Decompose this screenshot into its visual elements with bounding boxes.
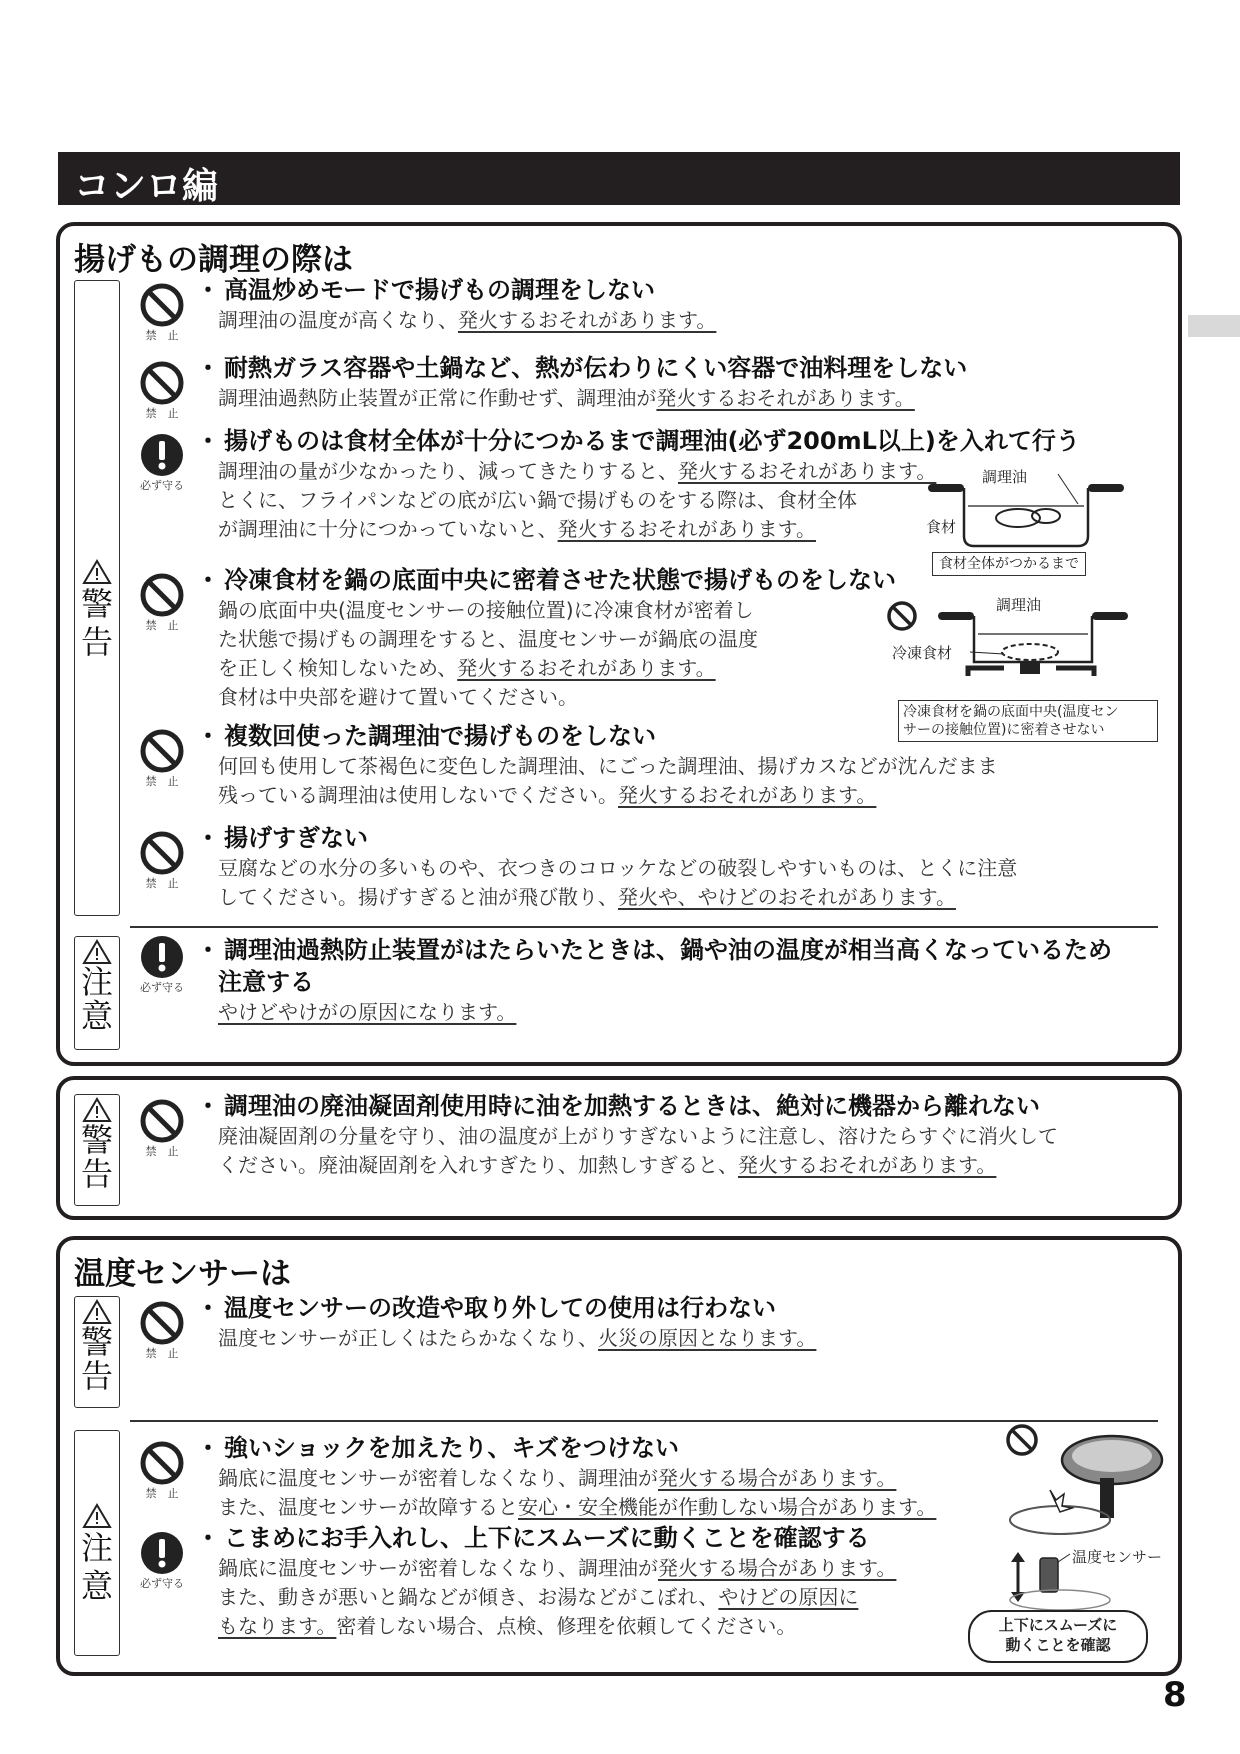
- warning-label: 警 告: [74, 280, 120, 916]
- fig2-frozen-label: 冷凍食材: [892, 644, 953, 662]
- fig-caption: 食材全体がつかるまで: [932, 552, 1086, 576]
- prohibited-icon: 禁 止: [132, 282, 192, 342]
- warning-item: ・ 温度センサーの改造や取り外しての使用は行わない 温度センサーが正しくはたらかなくなり、火災の原因となります。: [196, 1294, 817, 1350]
- mandatory-icon: 必ず守る: [132, 1530, 192, 1590]
- warning-triangle-icon: [82, 1503, 112, 1529]
- warning-label: 警 告: [74, 1094, 120, 1206]
- prohibited-icon: 禁 止: [132, 728, 192, 788]
- fig2-caption: 冷凍食材を鍋の底面中央(温度セン サーの接触位置)に密着させない: [898, 700, 1158, 742]
- warning-item: ・ 高温炒めモードで揚げもの調理をしない 調理油の温度が高くなり、発火するおそれがあります。: [196, 276, 717, 332]
- warning-triangle-icon: [82, 1097, 112, 1123]
- pot-immersion-figure: [928, 466, 1128, 556]
- frying-section-title: 揚げもの調理の際は: [74, 242, 353, 278]
- warning-triangle-icon: [82, 1299, 112, 1325]
- page-number: 8: [1163, 1675, 1187, 1715]
- fig-food-label: 食材: [926, 518, 957, 536]
- prohibited-icon: 禁 止: [132, 830, 192, 890]
- prohibited-icon: 禁 止: [132, 1440, 192, 1500]
- side-index-tab: [1188, 315, 1240, 337]
- confirm-movement-bubble: 上下にスムーズに 動くことを確認: [968, 1610, 1148, 1663]
- warning-item: ・ 調理油の廃油凝固剤使用時に油を加熱するときは、絶対に機器から離れない 廃油凝固剤の分量を守り、油の温度が上がりすぎないように注意し、溶けたらすぐに消火して ください。廃油凝固剤を入れすぎたり、加熱しすぎると、発火するおそれがあります。: [196, 1092, 1058, 1177]
- prohibited-icon: 禁 止: [132, 360, 192, 420]
- fig-oil-label: 調理油: [982, 468, 1028, 486]
- section-header-bar: [58, 152, 1180, 205]
- warning-item: ・ 揚げものは食材全体が十分につかるまで調理油(必ず200mL以上)を入れて行う 調理油の量が少なかったり、減ってきたりすると、発火するおそれがあります。 とくに、フライパンなどの底が広い鍋で揚げものをする際は、食材全体 が調理油に十分につかっていないと、発火するおそれがあります。: [196, 427, 1080, 541]
- warning-item: ・ 冷凍食材を鍋の底面中央に密着させた状態で揚げものをしない 鍋の底面中央(温度センサーの接触位置)に冷凍食材が密着し た状態で揚げもの調理をすると、温度センサーが鍋底の温度 を正しく検知しないため、発火するおそれがあります。 食材は中央部を避けて置いてください。: [196, 566, 896, 709]
- prohibited-icon: 禁 止: [132, 1098, 192, 1158]
- caution-item: ・ 調理油過熱防止装置がはたらいたときは、鍋や油の温度が相当高くなっているため 注意する やけどやけがの原因になります。: [196, 936, 1112, 1024]
- warning-label: 警 告: [74, 1296, 120, 1408]
- fig2-oil-label: 調理油: [996, 596, 1042, 614]
- sensor-section-title: 温度センサーは: [74, 1256, 291, 1292]
- caution-item: ・ こまめにお手入れし、上下にスムーズに動くことを確認する 鍋底に温度センサーが密着しなくなり、調理油が発火する場合があります。 また、動きが悪いと鍋などが傾き、お湯などがこぼれ、やけどの原因に もなります。密着しない場合、点検、修理を依頼してください。: [196, 1524, 897, 1638]
- prohibited-icon: 禁 止: [132, 572, 192, 632]
- warning-triangle-icon: [82, 939, 112, 965]
- mandatory-icon: 必ず守る: [132, 934, 192, 994]
- warning-triangle-icon: [82, 559, 112, 585]
- sensor-impact-figure: [1000, 1420, 1170, 1540]
- warning-item: ・ 揚げすぎない 豆腐などの水分の多いものや、衣つきのコロッケなどの破裂しやすいものは、とくに注意 してください。揚げすぎると油が飛び散り、発火や、やけどのおそれがあります。: [196, 824, 1018, 909]
- section-header-title: コンロ編: [74, 166, 219, 207]
- caution-label: 注 意: [74, 1430, 120, 1656]
- divider: [130, 926, 1158, 928]
- mandatory-icon: 必ず守る: [132, 432, 192, 492]
- caution-item: ・ 強いショックを加えたり、キズをつけない 鍋底に温度センサーが密着しなくなり、調理油が発火する場合があります。 また、温度センサーが故障すると安心・安全機能が作動しない場合があります。: [196, 1434, 937, 1519]
- caution-label: 注 意: [74, 936, 120, 1050]
- fig3-sensor-label: 温度センサー: [1072, 1548, 1163, 1566]
- warning-item: ・ 複数回使った調理油で揚げものをしない 何回も使用して茶褐色に変色した調理油、にごった調理油、揚げカスなどが沈んだまま 残っている調理油は使用しないでください。発火するおそれがあります。: [196, 722, 998, 807]
- prohibited-icon: 禁 止: [132, 1300, 192, 1360]
- warning-item: ・ 耐熱ガラス容器や土鍋など、熱が伝わりにくい容器で油料理をしない 調理油過熱防止装置が正常に作動せず、調理油が発火するおそれがあります。: [196, 354, 968, 410]
